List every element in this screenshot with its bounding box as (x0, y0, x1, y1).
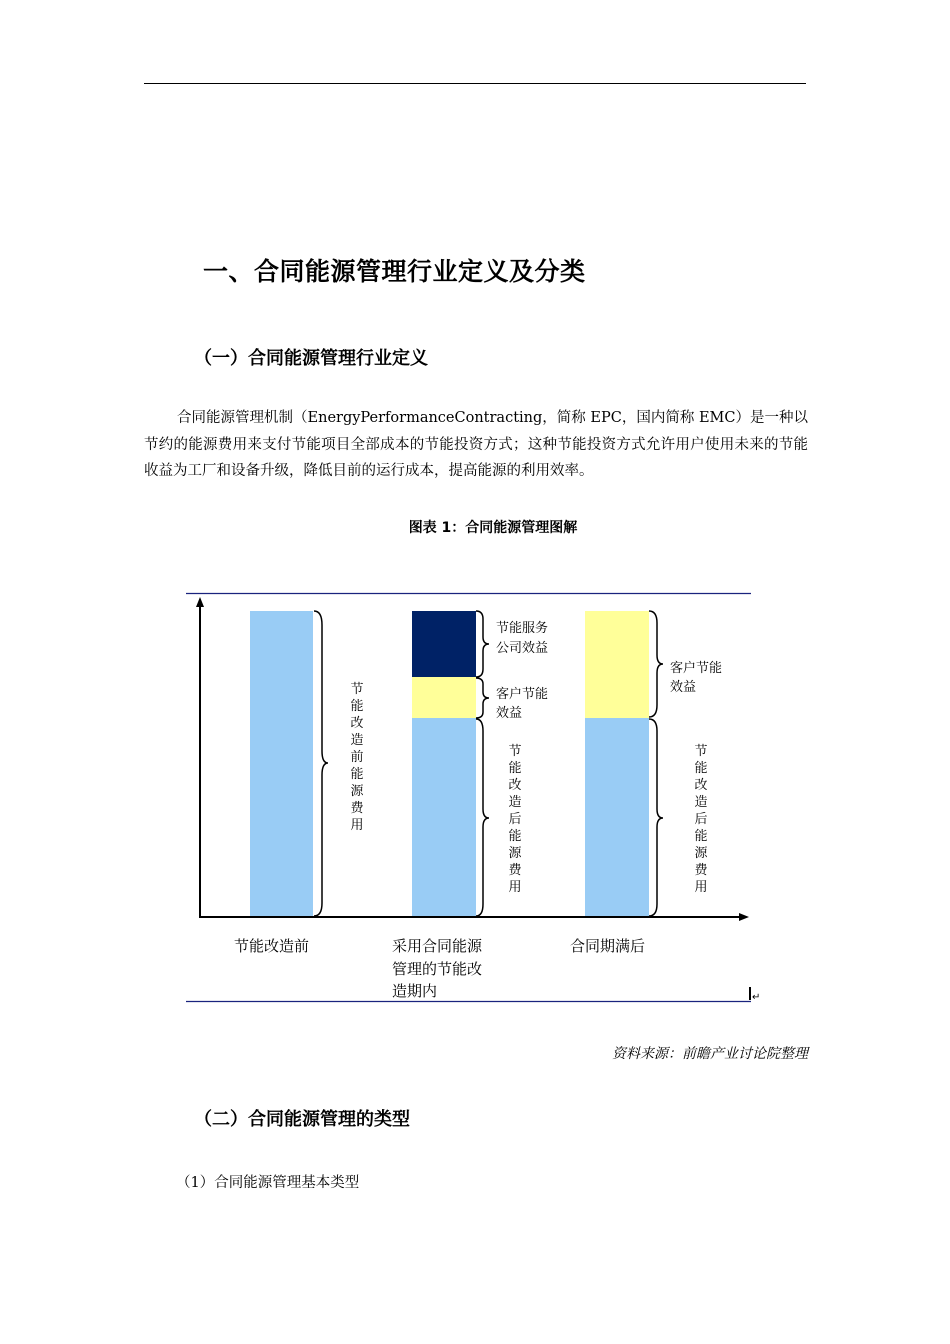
header-rule (144, 83, 806, 84)
bar2-customer-benefit (412, 677, 476, 718)
bar2-top-label-2: 公司效益 (496, 641, 549, 656)
bar2-energy-cost (412, 718, 476, 916)
figure-caption: 图表 1：合同能源管理图解 (408, 520, 578, 536)
x-label-during-1: 采用合同能源 (392, 937, 483, 955)
bar3-bottom-label: 节能改造后能源费用 (694, 744, 708, 895)
x-axis-arrow (739, 913, 749, 921)
x-label-during-3: 造期内 (392, 982, 438, 1000)
bar2-brace-mid (476, 678, 489, 718)
bar3-brace-bottom (649, 719, 663, 916)
bar1-energy-cost (250, 611, 313, 916)
bar2-brace-bottom (476, 719, 489, 916)
bar2-top-label-1: 节能服务 (496, 621, 549, 636)
bar2-mid-label-2: 效益 (496, 706, 523, 721)
bar2-esco-benefit (412, 611, 476, 677)
bar1-brace (314, 611, 328, 916)
bar3-energy-cost (585, 718, 649, 916)
paragraph-mark: ↵ (752, 992, 761, 1003)
bar3-top-label-2: 效益 (670, 680, 697, 695)
bar2-mid-label-1: 客户节能 (496, 687, 549, 702)
x-label-after: 合同期满后 (570, 937, 646, 955)
section-heading-1: 一、合同能源管理行业定义及分类 (203, 257, 586, 286)
subsection-heading-types: （二）合同能源管理的类型 (194, 1109, 410, 1130)
subheading-basic-types: （1）合同能源管理基本类型 (176, 1175, 360, 1191)
y-axis-arrow (196, 597, 204, 607)
subsection-heading-definition: （一）合同能源管理行业定义 (194, 348, 428, 369)
x-label-during-2: 管理的节能改 (392, 960, 483, 978)
bar3-top-label-1: 客户节能 (670, 661, 723, 676)
emc-diagram (180, 585, 780, 1010)
bar1-brace-label: 节能改造前能源费用 (350, 682, 364, 833)
bar2-bottom-label: 节能改造后能源费用 (508, 744, 522, 895)
x-label-before: 节能改造前 (234, 937, 310, 955)
figure-source: 资料来源：前瞻产业讨论院整理 (612, 1046, 808, 1062)
bar2-brace-top (476, 611, 489, 677)
definition-paragraph: 合同能源管理机制（EnergyPerformanceContracting，简称 EPC，国内简称 EMC）是一种以节约的能源费用来支付节能项目全部成本的节能投资方式；这种节能投资方式允许用户使用未来的节能收益为工厂和设备升级，降低目前的运行成本，提高能源的利用效率。 (144, 410, 808, 479)
bar3-brace-top (649, 611, 663, 717)
bar3-customer-benefit (585, 611, 649, 718)
